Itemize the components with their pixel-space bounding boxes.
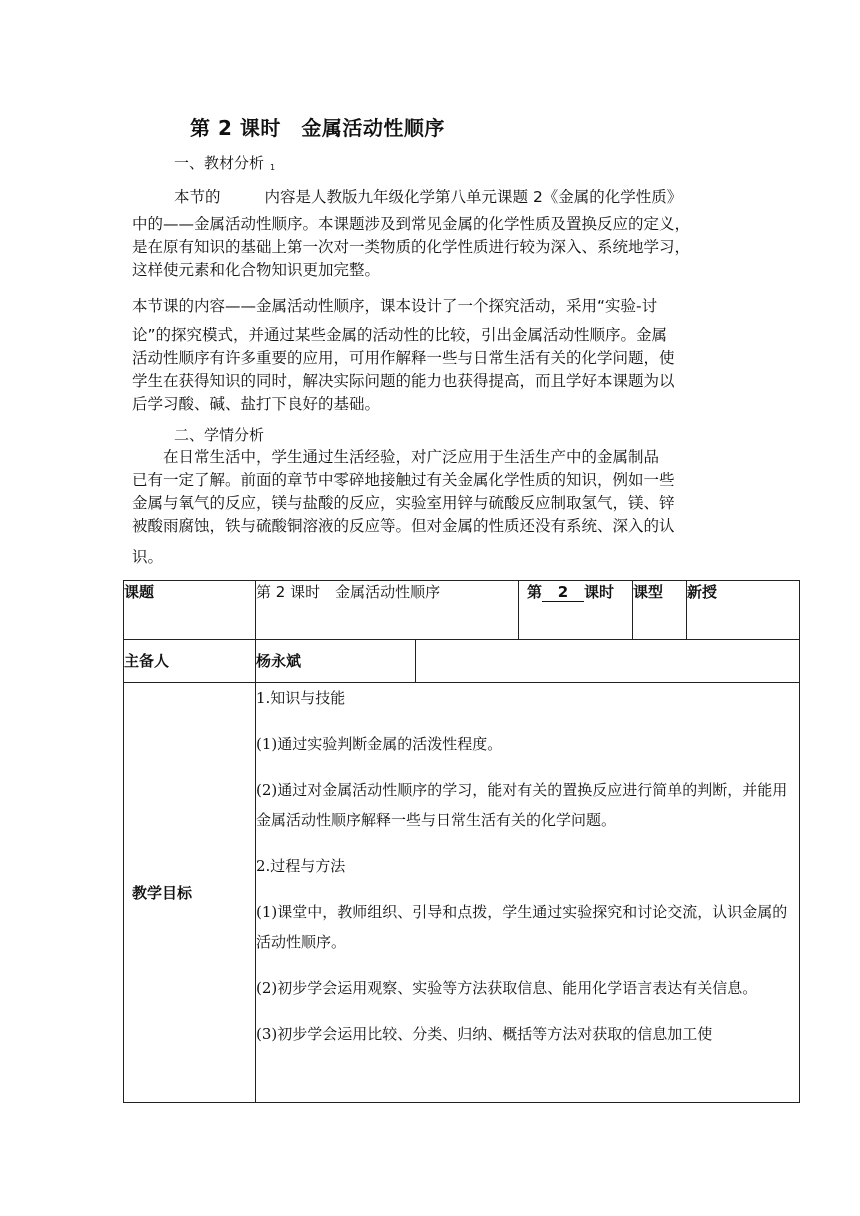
goal-item: 2.过程与方法 <box>256 857 346 875</box>
table-row-goals <box>124 683 800 1103</box>
table-row-topic <box>124 581 800 640</box>
goal-item: (1)通过实验判断金属的活泼性程度。 <box>256 735 503 753</box>
goal-item: (1)课堂中，教师组织、引导和点拨，学生通过实验探究和讨论交流，认识金属的活动性顺序。 <box>256 903 788 951</box>
lesson-type-label: 课型 <box>633 581 687 640</box>
lesson-plan-table <box>123 580 800 1103</box>
period-cell: 第 2 课时 <box>519 581 633 640</box>
section-heading-student-analysis: 二、学情分析 <box>174 426 265 444</box>
table-row-preparer <box>124 640 800 683</box>
section-heading-textbook-analysis: 一、教材分析 $_1$ <box>174 154 276 172</box>
preparer-label: 主备人 <box>124 640 256 683</box>
page-title: 第 2 课时 金属活动性顺序 <box>190 116 445 140</box>
topic-value: 第 2 课时 金属活动性顺序 <box>256 581 519 640</box>
goal-item: (3)初步学会运用比较、分类、归纳、概括等方法对获取的信息加工使 <box>256 1025 713 1043</box>
period-number: 2 <box>542 583 584 602</box>
goal-item: (2)通过对金属活动性顺序的学习，能对有关的置换反应进行简单的判断，并能用金属活动性顺序解释一些与日常生活有关的化学问题。 <box>256 781 788 829</box>
paragraph-1-first-line: 本节的 内容是人教版九年级化学第八单元课题 2《金属的化学性质》 <box>174 188 683 206</box>
goal-item: (2)初步学会运用观察、实验等方法获取信息、能用化学语言表达有关信息。 <box>256 979 758 997</box>
topic-label: 课题 <box>124 581 256 640</box>
preparer-value: 杨永斌 <box>256 640 416 683</box>
goals-content <box>256 683 800 1103</box>
preparer-empty-cell <box>416 640 800 683</box>
footnote-mark: 1 <box>270 163 276 172</box>
lesson-type-value: 新授 <box>687 581 800 640</box>
goal-item: 1.知识与技能 <box>256 689 346 707</box>
paragraph-2: 本节课的内容——金属活动性顺序，课本设计了一个探究活动，采用“实验-讨 论”的探究模式，并通过某些金属的活动性的比较，引出金属活动性顺序。金属 活动性顺序有许多重要的应用，可用作解释一些与日常生活有关的化学问题，使 学生在获得知识的同时，解决实际问题的能力也获得提高，而且学好本课题为以 后学习酸、碱、盐打下良好的基础。 <box>132 297 675 413</box>
paragraph-3: 在日常生活中，学生通过生活经验，对广泛应用于生活生产中的金属制品 已有一定了解。前面的章节中零碎地接触过有关金属化学性质的知识，例如一些 金属与氧气的反应，镁与盐酸的反应，实验室用锌与硫酸反应制取氢气，镁、锌 被酸雨腐蚀，铁与硫酸铜溶液的反应等。但对金属的性质还没有系统、深入的认 识。 <box>132 448 675 566</box>
goals-label: 教学目标 <box>124 683 256 1103</box>
paragraph-1: 中的——金属活动性顺序。本课题涉及到常见金属的化学性质及置换反应的定义， 是在原有知识的基础上第一次对一类物质的化学性质进行较为深入、系统地学习， 这样使元素和化合物知识更加完整。 <box>132 215 691 279</box>
